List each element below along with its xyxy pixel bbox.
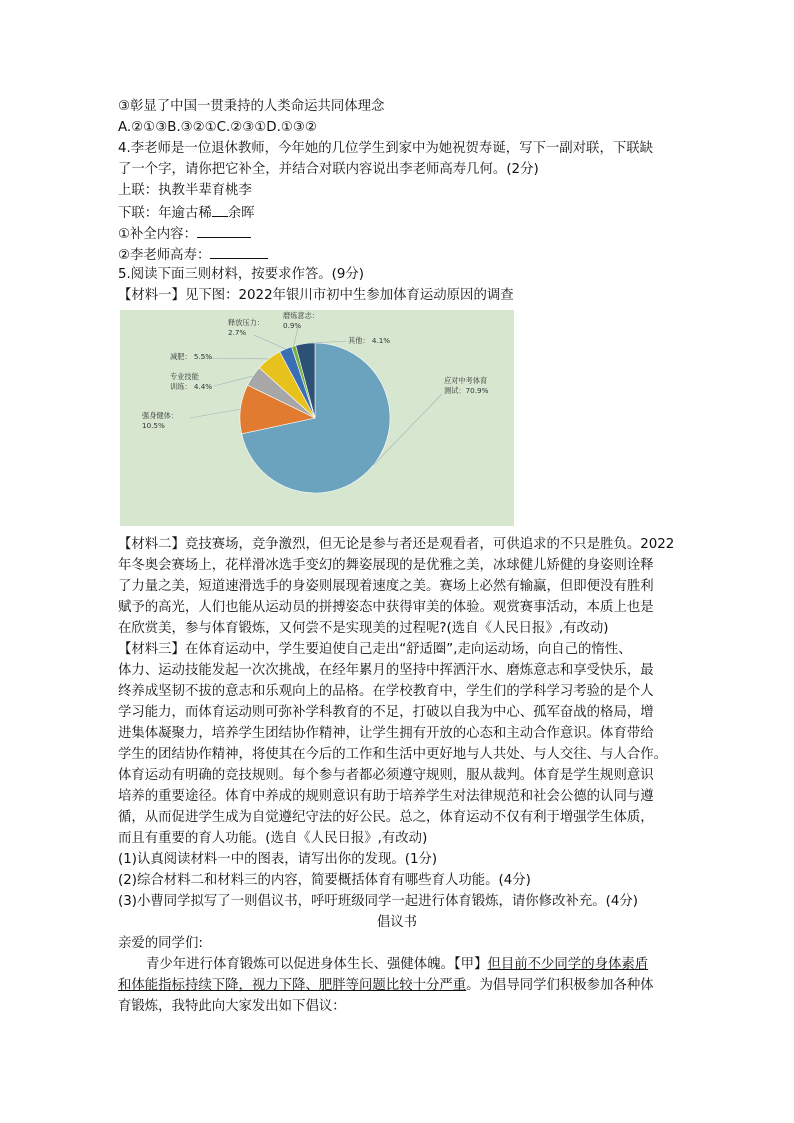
pie-label-name: 释放压力：	[228, 318, 264, 327]
proposal-title: 倡议书	[376, 915, 418, 930]
subquestion-1: (1)认真阅读材料一中的图表，请写出你的发现。(1分)	[118, 852, 438, 867]
pie-chart-svg	[120, 310, 514, 526]
material-3-line-3: 终养成坚韧不拔的意志和乐观向上的品格。在学校教育中，学生们的学科学习考验的是个人	[118, 684, 654, 699]
pie-label-skill-training	[170, 372, 212, 391]
fill-item-2	[118, 244, 268, 266]
material-2-line-3: 了力量之美，短道速滑选手的身姿则展现着速度之美。赛场上必然有输赢，但即便没有胜利	[118, 579, 654, 594]
material-1-heading: 【材料一】见下图：2022年银川市初中生参加体育运动原因的调查	[118, 288, 514, 303]
pie-label-value: 0.9%	[283, 321, 302, 330]
proposal-line-1	[146, 955, 648, 975]
couplet-upper	[118, 181, 252, 201]
material-3-line-9: 循，从而促进学生成为自觉遵纪守法的好公民。总之，体育运动不仅有利于增强学生体质，	[118, 810, 654, 825]
pie-label-value: 2.7%	[228, 328, 247, 337]
couplet-lower-text-a: 年逾古稀	[158, 206, 212, 221]
pie-label-weight-loss: 减肥： 5.5%	[170, 352, 213, 361]
couplet-lower-text-b: 余晖	[227, 206, 255, 221]
question-4-line-2: 了一个字，请你把它补全，并结合对联内容说出李老师高寿几何。(2分)	[118, 162, 539, 177]
pie-label-fitness	[142, 411, 178, 430]
material-3-line-7: 体育运动有明确的竞技规则。每个参与者都必须遵守规则，服从裁判。体育是学生规则意识	[118, 768, 654, 783]
material-2-line-4: 赋予的高光，人们也能从运动员的拼搏姿态中获得审美的体验。观赏赛事活动，本质上也是	[118, 600, 654, 615]
material-3-line-8: 培养的重要途径。体育中养成的规则意识有助于培养学生对法律规范和社会公德的认同与遵	[118, 789, 654, 804]
pie-label-value: 10.5%	[142, 421, 165, 430]
couplet-upper-text: 执教半辈育桃李	[158, 183, 252, 198]
fill-item-1	[118, 223, 251, 245]
proposal-underlined-2: 和体能指标持续下降，视力下降、肥胖等问题比较十分严重	[118, 978, 467, 993]
material-2-line-5: 在欣赏美，参与体育锻炼，又何尝不是实现美的过程呢?(选自《人民日报》,有改动)	[118, 621, 609, 636]
material-3-line-2: 体力、运动技能发起一次次挑战，在经年累月的坚持中挥洒汗水、磨炼意志和享受快乐，最	[118, 663, 654, 678]
fill-item-2-blank[interactable]	[210, 244, 268, 259]
question-4-line-1: 4.李老师是一位退休教师，今年她的几位学生到家中为她祝贺寿诞，写下一副对联，下联缺	[118, 141, 654, 156]
leader-line-skill-training	[214, 376, 253, 386]
pie-label-value: 训练： 4.4%	[170, 382, 213, 391]
leader-line-fitness	[190, 409, 241, 418]
subquestion-3: (3)小曹同学拟写了一则倡议书，呼吁班级同学一起进行体育锻炼，请你修改补充。(4分)	[118, 894, 638, 909]
material-3-line-1: 【材料三】在体育运动中，学生要迫使自己走出“舒适圈”,走向运动场，向自己的惰性、	[118, 642, 632, 657]
question-5: 5.阅读下面三则材料，按要求作答。(9分)	[118, 267, 364, 282]
proposal-greeting: 亲爱的同学们:	[118, 936, 203, 951]
subquestion-2: (2)综合材料二和材料三的内容，简要概括体育有哪些育人功能。(4分)	[118, 873, 531, 888]
material-3-line-4: 学习能力，而体育运动则可弥补学科教育的不足，打破以自我为中心、孤军奋战的格局，增	[118, 705, 654, 720]
proposal-underlined-1: 但目前不少同学的身体素盾	[487, 957, 649, 972]
fill-item-1-blank[interactable]	[197, 223, 251, 238]
material-2-line-1: 【材料二】竞技赛场，竞争激烈，但无论是参与者还是观看者，可供追求的不只是胜负。2022	[118, 537, 675, 552]
couplet-lower	[118, 202, 255, 224]
leader-line-other	[305, 341, 346, 344]
couplet-blank[interactable]	[212, 202, 228, 217]
pie-label-stress-relief	[228, 318, 264, 337]
material-3-line-5: 进集体凝聚力，培养学生团结协作精神，让学生拥有开放的心态和主动合作意识。体育带给	[118, 726, 654, 741]
fill-item-2-label: ②李老师高寿：	[118, 248, 211, 263]
fill-item-1-label: ①补全内容：	[118, 227, 197, 242]
proposal-line-2-text: 。为倡导同学们积极参加各种体	[466, 978, 654, 993]
pie-chart	[120, 310, 514, 526]
proposal-line-3: 育锻炼，我特此向大家发出如下倡议：	[118, 999, 346, 1014]
pie-label-willpower	[283, 311, 319, 330]
pie-label-name: 专业技能	[170, 372, 199, 381]
option-line-3: ③彰显了中国一贯秉持的人类命运共同体理念	[118, 99, 385, 114]
proposal-line-2	[118, 976, 654, 996]
leader-line-stress-relief	[254, 335, 286, 349]
proposal-line-1-text: 青少年进行体育锻炼可以促进身体生长、强健体魄。【甲】	[146, 957, 488, 972]
pie-label-name: 应对中考体育	[444, 376, 488, 385]
pie-label-name: 磨炼意志：	[283, 311, 319, 320]
material-2-line-2: 年冬奥会赛场上，花样滑冰选手变幻的舞姿展现的是优雅之美，冰球健儿矫健的身姿则诠释	[118, 558, 654, 573]
pie-label-other: 其他： 4.1%	[348, 336, 391, 345]
material-3-line-10: 而且有重要的育人功能。(选自《人民日报》,有改动)	[118, 831, 428, 846]
couplet-upper-prefix: 上联：	[118, 183, 159, 198]
couplet-lower-prefix: 下联：	[118, 206, 159, 221]
pie-label-value: 测试：70.9%	[444, 386, 489, 395]
pie-label-name: 强身健体：	[142, 411, 178, 420]
answer-options: A.②①③B.③②①C.②③①D.①③②	[118, 120, 317, 135]
pie-label-exam-test	[444, 376, 489, 395]
material-3-line-6: 学生的团结协作精神，将使其在今后的工作和生活中更好地与人共处、与人交往、与人合作。	[118, 747, 668, 762]
